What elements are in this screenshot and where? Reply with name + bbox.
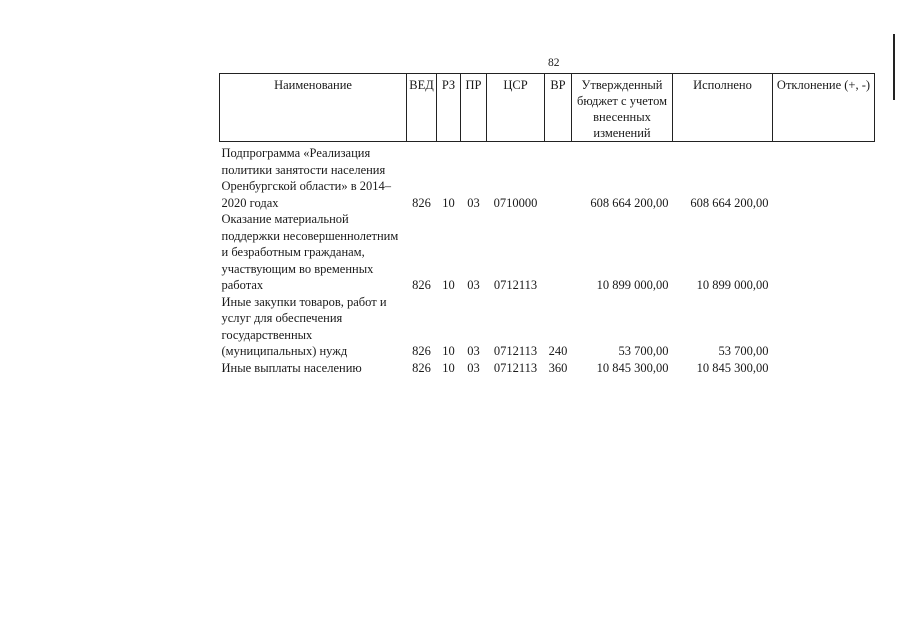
header-approved: Утвержденный бюджет с учетом внесенных изменений <box>572 74 673 142</box>
header-pr: ПР <box>461 74 487 142</box>
row-csr: 0710000 <box>493 195 538 210</box>
row-pr: 03 <box>467 360 480 375</box>
row-deviation <box>773 360 875 377</box>
header-executed: Исполнено <box>673 74 773 142</box>
table-header-row <box>220 74 875 142</box>
header-rz: РЗ <box>437 74 461 142</box>
row-vr <box>545 211 572 294</box>
header-csr: ЦСР <box>487 74 545 142</box>
row-pr: 03 <box>467 278 480 292</box>
row-ved: 826 <box>412 360 431 375</box>
table-row <box>220 211 875 294</box>
row-executed: 53 700,00 <box>718 344 769 358</box>
row-csr: 0712113 <box>493 344 538 358</box>
table-row <box>220 360 875 377</box>
row-name: Подпрограмма «Реализация политики занятости населения Оренбургской области» в 2014–2020 годах <box>221 146 392 210</box>
row-rz: 10 <box>442 278 455 292</box>
row-rz: 10 <box>442 360 455 375</box>
row-approved: 53 700,00 <box>618 344 669 358</box>
row-ved: 826 <box>412 195 431 210</box>
row-ved: 826 <box>412 278 431 292</box>
row-vr <box>545 142 572 212</box>
budget-table <box>219 73 875 376</box>
row-csr: 0712113 <box>493 360 538 375</box>
row-rz: 10 <box>442 344 455 358</box>
row-vr: 240 <box>548 344 568 358</box>
row-pr: 03 <box>467 195 480 210</box>
page-number: 82 <box>548 57 560 69</box>
header-name: Наименование <box>220 74 407 142</box>
row-pr: 03 <box>467 344 480 358</box>
row-deviation <box>773 211 875 294</box>
row-rz: 10 <box>442 195 455 210</box>
table-row <box>220 142 875 212</box>
row-approved: 608 664 200,00 <box>590 195 669 210</box>
row-csr: 0712113 <box>493 278 538 292</box>
row-ved: 826 <box>412 344 431 358</box>
row-approved: 10 845 300,00 <box>596 360 669 375</box>
page-edge-line <box>893 34 895 100</box>
row-executed: 608 664 200,00 <box>690 195 769 210</box>
row-approved: 10 899 000,00 <box>596 278 669 292</box>
header-vr: ВР <box>545 74 572 142</box>
row-executed: 10 845 300,00 <box>696 360 769 375</box>
row-name: Иные закупки товаров, работ и услуг для обеспечения государственных (муниципальных) нужд <box>221 294 387 358</box>
header-deviation: Отклонение (+, -) <box>773 74 875 142</box>
row-executed: 10 899 000,00 <box>696 278 769 292</box>
row-deviation <box>773 294 875 360</box>
table-row <box>220 294 875 360</box>
row-name: Иные выплаты населению <box>221 360 362 375</box>
header-ved: ВЕД <box>407 74 437 142</box>
row-deviation <box>773 142 875 212</box>
row-vr: 360 <box>548 360 568 375</box>
row-name: Оказание материальной поддержки несовершеннолетним и безработным гражданам, участвующим во временных работах <box>221 212 399 292</box>
